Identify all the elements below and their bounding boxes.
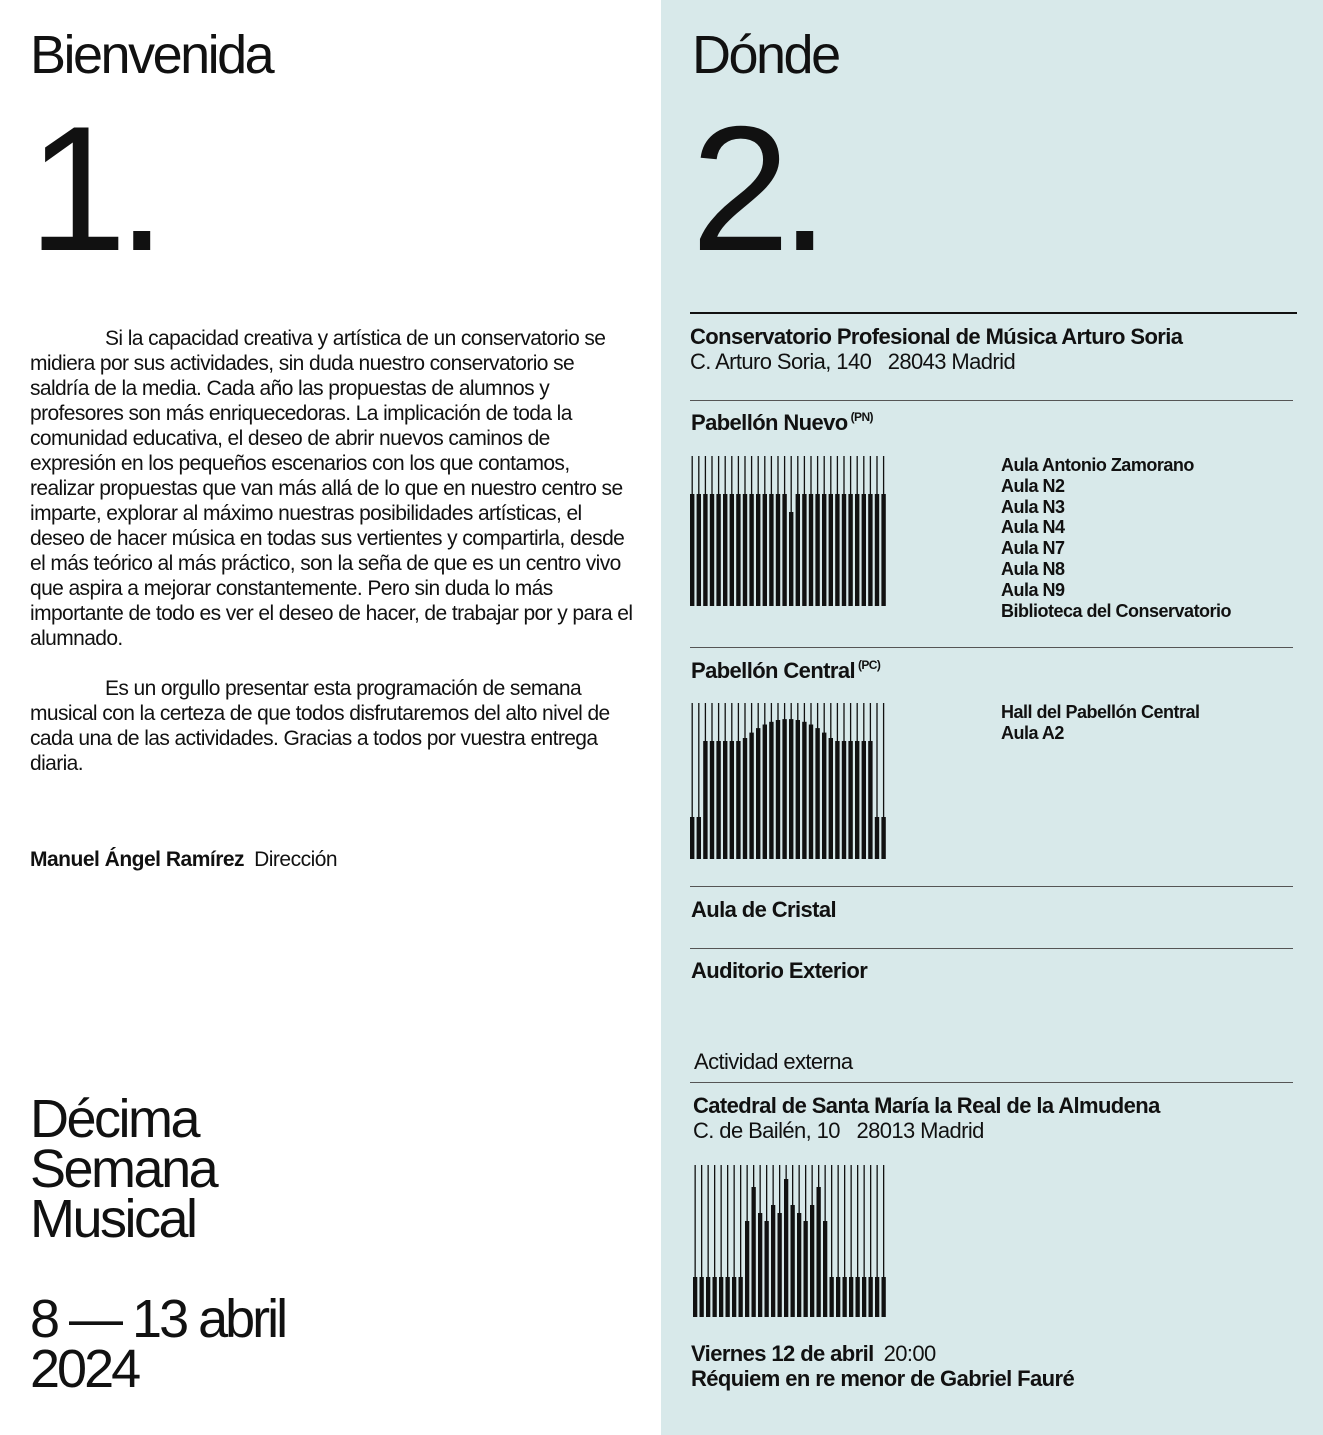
room-item: Aula A2 bbox=[1001, 722, 1064, 743]
welcome-title: Bienvenida bbox=[30, 25, 273, 85]
event-title bbox=[30, 1089, 217, 1249]
room-item: Hall del Pabellón Central bbox=[1001, 702, 1200, 722]
where-panel bbox=[661, 0, 1323, 1435]
room-item: Aula N8 bbox=[1001, 558, 1065, 579]
divider bbox=[690, 1082, 1293, 1083]
signature-role: Dirección bbox=[254, 848, 338, 871]
room-item: Aula N3 bbox=[1001, 496, 1065, 517]
cathedral-block bbox=[693, 1093, 1160, 1143]
room-item: Biblioteca del Conservatorio bbox=[1001, 600, 1232, 621]
divider bbox=[690, 948, 1293, 949]
organ-pipes-pc-icon bbox=[690, 703, 890, 859]
event-title-line-1: Décima bbox=[30, 1089, 199, 1149]
pabellon-nuevo-rooms bbox=[1001, 455, 1231, 621]
welcome-section-number: 1. bbox=[28, 89, 157, 288]
event-title-line-3: Musical bbox=[30, 1189, 196, 1249]
pabellon-central-rooms bbox=[1001, 702, 1200, 744]
welcome-panel bbox=[0, 0, 661, 1435]
room-item: Aula N9 bbox=[1001, 579, 1065, 600]
pabellon-nuevo-heading bbox=[691, 410, 873, 436]
external-activity-label: Actividad externa bbox=[694, 1049, 853, 1074]
event-dates bbox=[30, 1289, 286, 1399]
pabellon-central-heading bbox=[691, 658, 880, 684]
concert-title: Réquiem en re menor de Gabriel Fauré bbox=[691, 1366, 1075, 1391]
organ-pipes-pn-icon bbox=[690, 456, 890, 606]
pabellon-nuevo-abbr: (PN) bbox=[850, 410, 873, 424]
event-title-line-2: Semana bbox=[30, 1139, 217, 1199]
concert-time: 20:00 bbox=[883, 1341, 936, 1366]
cathedral-address: C. de Bailén, 10 28013 Madrid bbox=[693, 1118, 984, 1143]
room-item: Aula N2 bbox=[1001, 475, 1065, 496]
pabellon-central-abbr: (PC) bbox=[858, 658, 881, 672]
pabellon-nuevo-name: Pabellón Nuevo bbox=[691, 410, 848, 435]
welcome-paragraph-1: Si la capacidad creativa y artística de un conservatorio se midiera por sus actividades, sin duda nuestro conservatorio se saldría de la media. Cada año las propuestas de alumnos y profesores son más enriquecedoras. La implicación de toda la comunidad educativa, el deseo de abrir nuevos caminos de expresión en los pequeños escenarios con los que contamos, realizar propuestas que van más allá de lo que en nuestro centro se imparte, explorar al máximo nuestras posibilidades artísticas, el deseo de hacer música en todas sus vertientes y compartirla, desde el más teórico al más práctico, son la seña de que es un centro vivo que aspira a mejorar constantemente. Pero sin duda lo más importante de todo es ver el deseo de hacer, de trabajar por y para el alumnado. bbox=[30, 327, 633, 650]
conservatory-block bbox=[690, 324, 1182, 374]
where-title: Dónde bbox=[692, 25, 839, 85]
signature bbox=[30, 848, 337, 872]
event-date-range: 8 — 13 abril bbox=[30, 1289, 286, 1349]
organ-pipes-cathedral-icon bbox=[693, 1165, 889, 1317]
aula-cristal: Aula de Cristal bbox=[691, 897, 837, 922]
concert-date: Viernes 12 de abril bbox=[691, 1341, 874, 1366]
where-section-number: 2. bbox=[691, 89, 820, 288]
cathedral-name: Catedral de Santa María la Real de la Almudena bbox=[693, 1093, 1160, 1118]
room-item: Aula N7 bbox=[1001, 538, 1065, 559]
event-year: 2024 bbox=[30, 1339, 139, 1399]
room-item: Aula Antonio Zamorano bbox=[1001, 455, 1194, 475]
signature-name: Manuel Ángel Ramírez bbox=[30, 848, 245, 871]
concert-info bbox=[691, 1341, 1074, 1391]
auditorio-exterior: Auditorio Exterior bbox=[691, 958, 868, 983]
divider bbox=[690, 647, 1293, 648]
welcome-letter bbox=[30, 326, 635, 776]
divider bbox=[690, 400, 1293, 401]
pabellon-central-name: Pabellón Central bbox=[691, 658, 855, 683]
conservatory-address: C. Arturo Soria, 140 28043 Madrid bbox=[690, 349, 1016, 374]
room-item: Aula N4 bbox=[1001, 517, 1065, 538]
conservatory-name: Conservatorio Profesional de Música Arturo Soria bbox=[690, 324, 1183, 349]
divider bbox=[690, 312, 1297, 314]
divider bbox=[690, 886, 1293, 887]
welcome-paragraph-2: Es un orgullo presentar esta programación de semana musical con la certeza de que todos disfrutaremos del alto nivel de cada una de las actividades. Gracias a todos por vuestra entrega diaria. bbox=[30, 677, 610, 775]
